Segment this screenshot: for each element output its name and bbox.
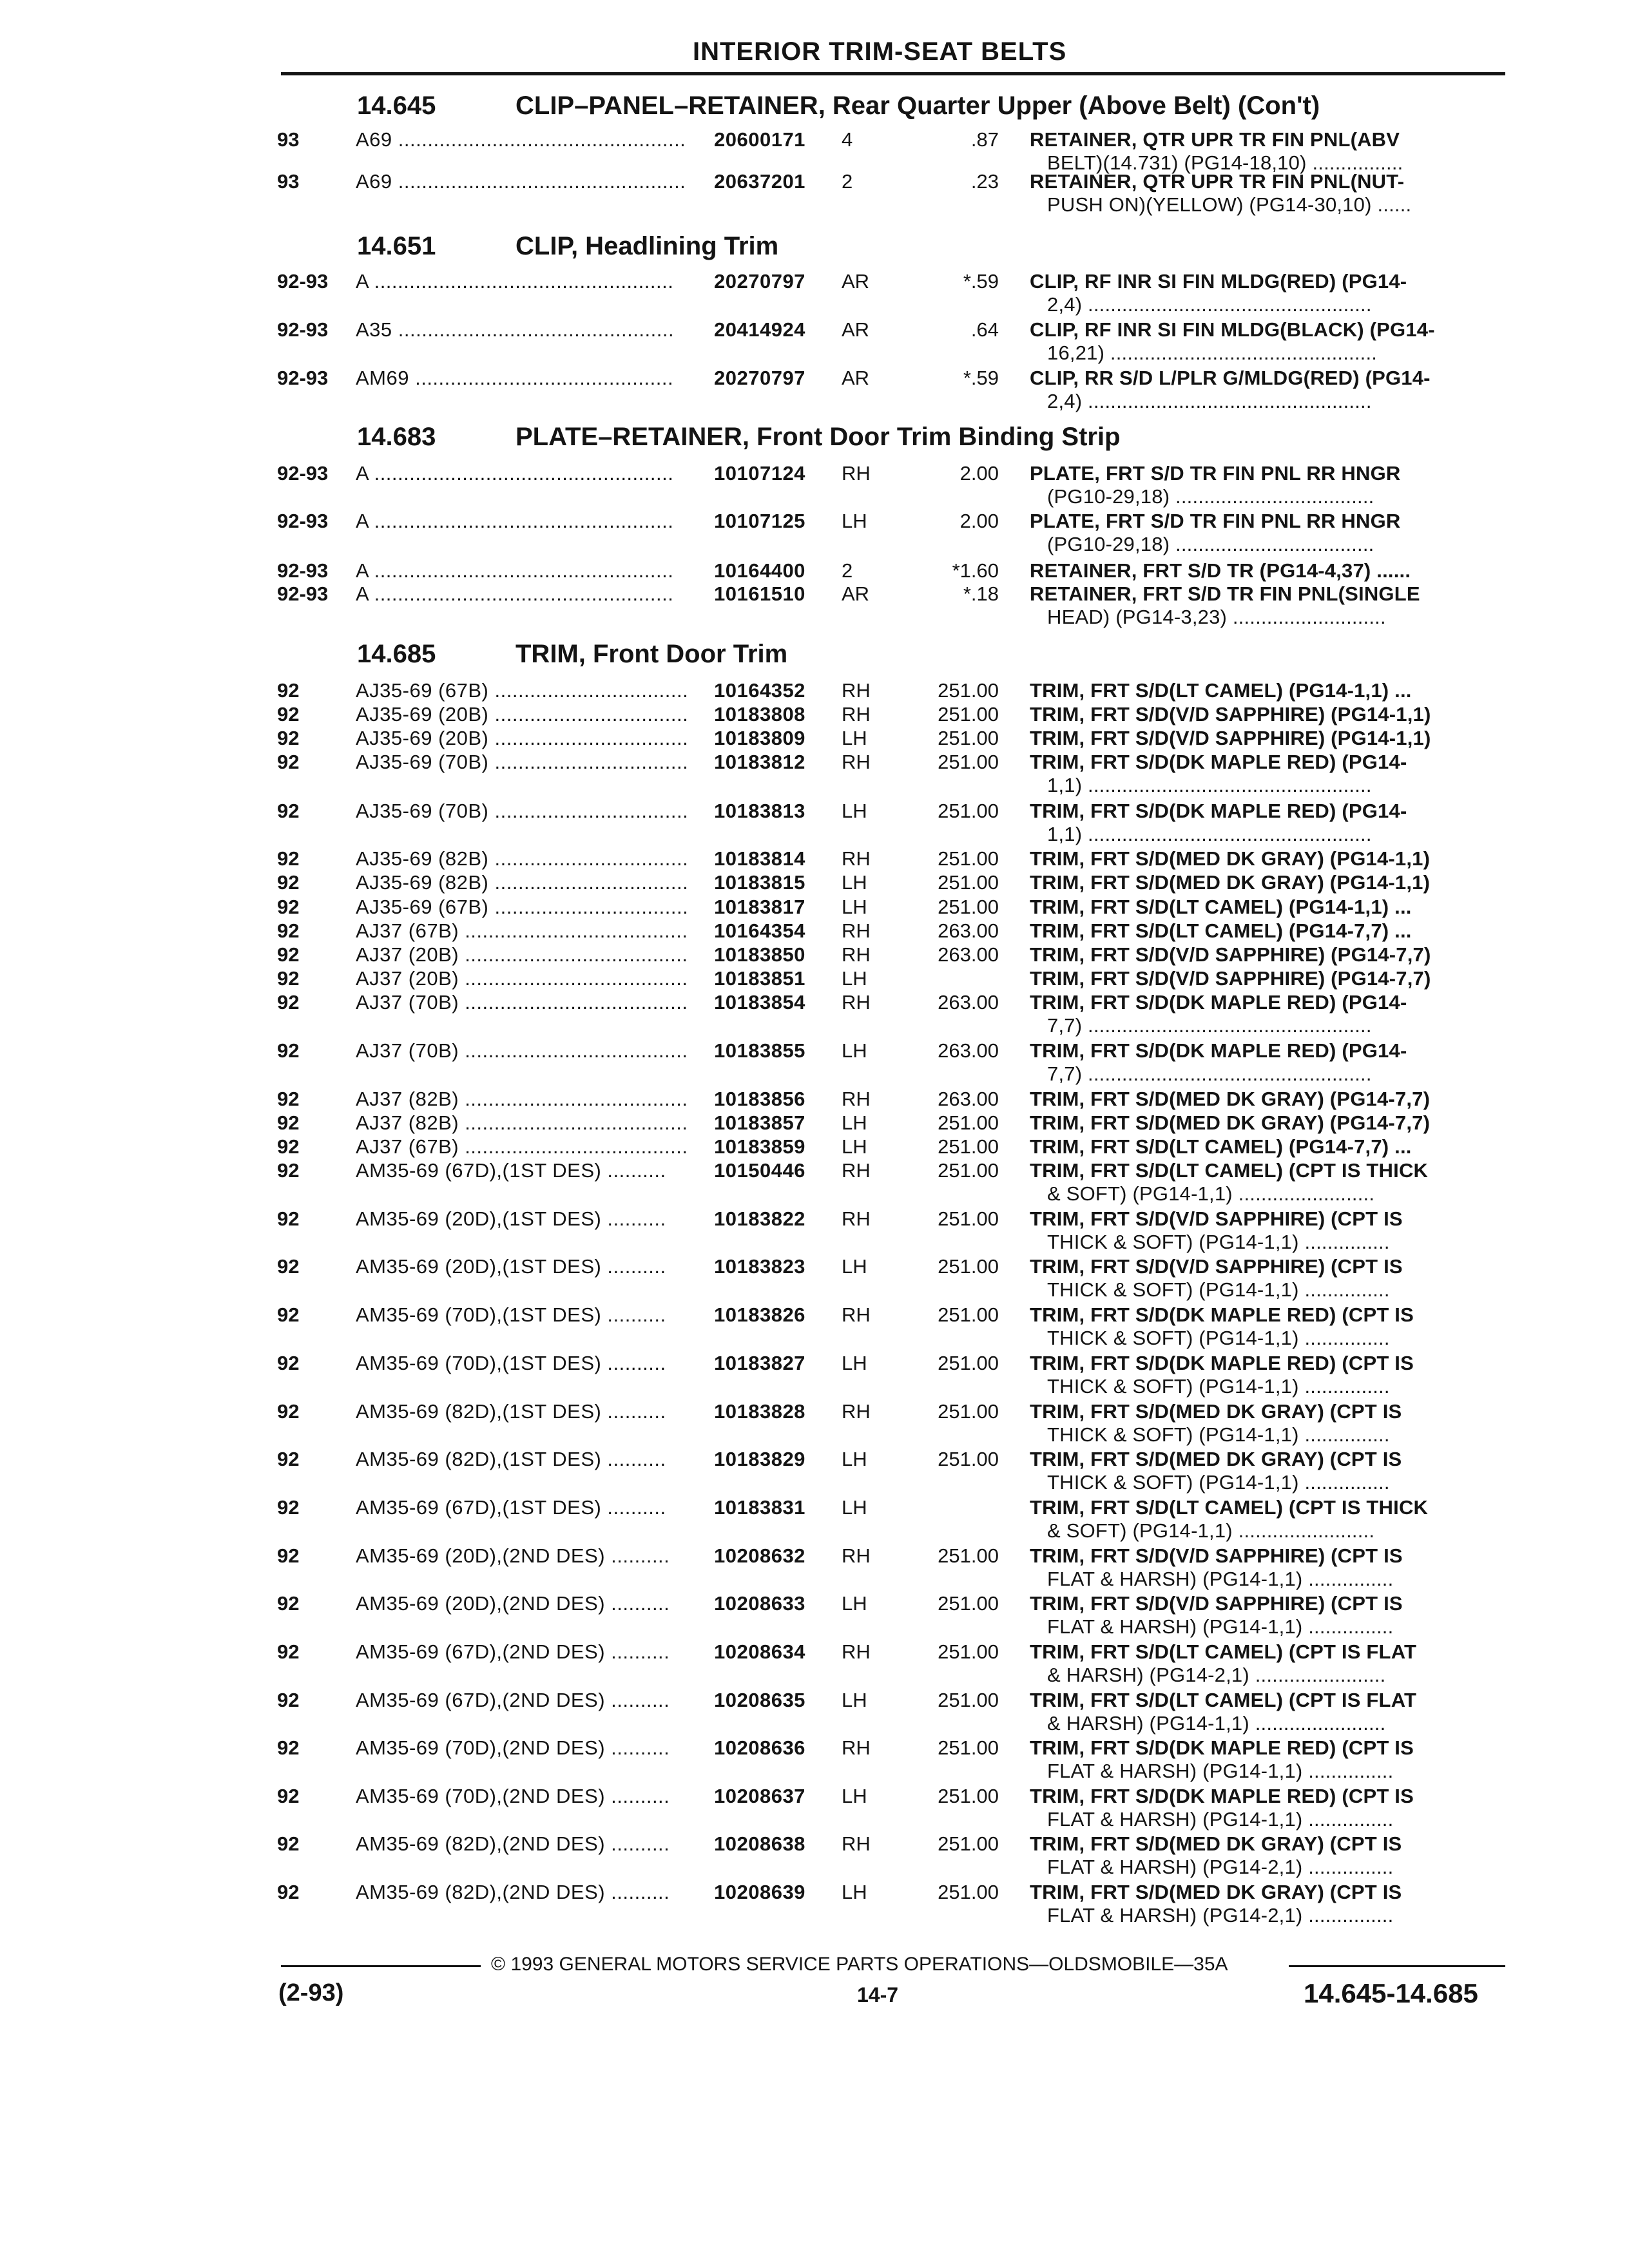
part-number: 10183859 [714, 1135, 805, 1158]
part-description: TRIM, FRT S/D(DK MAPLE RED) (PG14- [1030, 800, 1407, 822]
price: 251.00 [938, 703, 999, 726]
part-description-continued: THICK & SOFT) (PG14-1,1) ............... [1047, 1375, 1390, 1398]
part-number: 10107125 [714, 510, 805, 532]
part-description: TRIM, FRT S/D(MED DK GRAY) (PG14-1,1) [1030, 847, 1431, 870]
model-year: 92 [277, 1832, 300, 1855]
price: *.18 [963, 582, 999, 605]
part-number: 10208639 [714, 1881, 805, 1903]
part-number: 20270797 [714, 270, 805, 293]
quantity: LH [842, 1496, 867, 1519]
price: 251.00 [938, 1111, 999, 1134]
part-description: TRIM, FRT S/D(V/D SAPPHIRE) (PG14-7,7) [1030, 943, 1431, 966]
part-description: TRIM, FRT S/D(V/D SAPPHIRE) (PG14-1,1) [1030, 727, 1431, 749]
part-description: RETAINER, FRT S/D TR FIN PNL(SINGLE [1030, 582, 1420, 605]
part-description-continued: THICK & SOFT) (PG14-1,1) ............... [1047, 1327, 1390, 1349]
part-description-continued: & SOFT) (PG14-1,1) ........................ [1047, 1519, 1375, 1542]
price: 251.00 [938, 1689, 999, 1711]
model-year: 92-93 [277, 270, 329, 293]
price: 251.00 [938, 1640, 999, 1663]
part-description-continued: FLAT & HARSH) (PG14-2,1) ............... [1047, 1904, 1394, 1927]
model-year: 92 [277, 1400, 300, 1423]
model-year: 92 [277, 703, 300, 726]
part-description-continued: & HARSH) (PG14-1,1) ....................... [1047, 1712, 1386, 1735]
model-year: 92 [277, 1640, 300, 1663]
model-year: 92 [277, 1544, 300, 1567]
part-description-continued: THICK & SOFT) (PG14-1,1) ............... [1047, 1423, 1390, 1446]
body-model: AM35-69 (67D),(2ND DES) .......... [356, 1689, 670, 1711]
header-rule [281, 72, 1505, 75]
quantity: LH [842, 1785, 867, 1807]
quantity: RH [842, 1088, 871, 1110]
part-description: TRIM, FRT S/D(DK MAPLE RED) (CPT IS [1030, 1352, 1414, 1374]
quantity: AR [842, 367, 870, 389]
part-number: 10164400 [714, 559, 805, 582]
part-description: TRIM, FRT S/D(V/D SAPPHIRE) (CPT IS [1030, 1592, 1403, 1615]
price: 251.00 [938, 1159, 999, 1182]
body-model: A69 ................................................. [356, 128, 686, 151]
quantity: LH [842, 1689, 867, 1711]
price: 251.00 [938, 1207, 999, 1230]
section-number: 14.683 [357, 423, 436, 451]
quantity: RH [842, 751, 871, 773]
price: 251.00 [938, 1135, 999, 1158]
part-number: 10183854 [714, 991, 805, 1014]
model-year: 92 [277, 1207, 300, 1230]
price: 251.00 [938, 1303, 999, 1326]
part-number: 10208632 [714, 1544, 805, 1567]
price: 251.00 [938, 751, 999, 773]
part-description: RETAINER, FRT S/D TR (PG14-4,37) ...... [1030, 559, 1411, 582]
quantity: AR [842, 318, 870, 341]
price: 251.00 [938, 1736, 999, 1759]
part-description: TRIM, FRT S/D(MED DK GRAY) (CPT IS [1030, 1881, 1402, 1903]
part-description: PLATE, FRT S/D TR FIN PNL RR HNGR [1030, 510, 1401, 532]
part-number: 10183829 [714, 1448, 805, 1470]
body-model: AM35-69 (20D),(1ST DES) .......... [356, 1255, 666, 1278]
part-description: CLIP, RF INR SI FIN MLDG(BLACK) (PG14- [1030, 318, 1435, 341]
model-year: 92-93 [277, 462, 329, 485]
part-description: RETAINER, QTR UPR TR FIN PNL(NUT- [1030, 170, 1405, 193]
body-model: AJ37 (20B) ...................................... [356, 967, 688, 990]
quantity: RH [842, 1640, 871, 1663]
part-description-continued: 7,7) .................................................. [1047, 1014, 1372, 1037]
model-year: 92 [277, 727, 300, 749]
quantity: AR [842, 582, 870, 605]
quantity: LH [842, 1592, 867, 1615]
model-year: 92 [277, 1255, 300, 1278]
part-description: TRIM, FRT S/D(MED DK GRAY) (PG14-7,7) [1030, 1111, 1431, 1134]
body-model: AJ35-69 (82B) ................................. [356, 847, 689, 870]
price: 251.00 [938, 896, 999, 918]
part-description: TRIM, FRT S/D(V/D SAPPHIRE) (PG14-1,1) [1030, 703, 1431, 726]
quantity: RH [842, 462, 871, 485]
model-year: 92 [277, 1135, 300, 1158]
quantity: 4 [842, 128, 853, 151]
price: *.59 [963, 367, 999, 389]
part-number: 10183851 [714, 967, 805, 990]
body-model: AM35-69 (82D),(2ND DES) .......... [356, 1881, 670, 1903]
part-description: TRIM, FRT S/D(V/D SAPPHIRE) (CPT IS [1030, 1544, 1403, 1567]
section-number: 14.685 [357, 640, 436, 668]
body-model: AJ35-69 (70B) ................................. [356, 800, 689, 822]
model-year: 92-93 [277, 367, 329, 389]
part-number: 10183850 [714, 943, 805, 966]
quantity: LH [842, 727, 867, 749]
quantity: LH [842, 1135, 867, 1158]
price: 251.00 [938, 800, 999, 822]
part-number: 10183812 [714, 751, 805, 773]
part-number: 10183822 [714, 1207, 805, 1230]
quantity: RH [842, 679, 871, 702]
model-year: 92 [277, 1352, 300, 1374]
footer-rule-right [1289, 1965, 1505, 1967]
part-description: TRIM, FRT S/D(LT CAMEL) (PG14-7,7) ... [1030, 919, 1412, 942]
price: 251.00 [938, 1448, 999, 1470]
model-year: 92-93 [277, 582, 329, 605]
price: 263.00 [938, 943, 999, 966]
price: 263.00 [938, 919, 999, 942]
part-description: TRIM, FRT S/D(V/D SAPPHIRE) (PG14-7,7) [1030, 967, 1431, 990]
part-description-continued: PUSH ON)(YELLOW) (PG14-30,10) ...... [1047, 193, 1412, 216]
part-description-continued: (PG10-29,18) ................................... [1047, 533, 1374, 555]
model-year: 92 [277, 919, 300, 942]
model-year: 92 [277, 679, 300, 702]
body-model: A35 ............................................... [356, 318, 675, 341]
body-model: AJ37 (70B) ...................................... [356, 991, 688, 1014]
part-description-continued: THICK & SOFT) (PG14-1,1) ............... [1047, 1231, 1390, 1253]
part-description-continued: FLAT & HARSH) (PG14-1,1) ............... [1047, 1808, 1394, 1831]
body-model: AM35-69 (70D),(2ND DES) .......... [356, 1785, 670, 1807]
body-model: AM35-69 (20D),(2ND DES) .......... [356, 1592, 670, 1615]
footer-copyright: © 1993 GENERAL MOTORS SERVICE PARTS OPERATIONS—OLDSMOBILE—35A [491, 1954, 1228, 1975]
model-year: 92 [277, 1689, 300, 1711]
quantity: RH [842, 1207, 871, 1230]
model-year: 92 [277, 1448, 300, 1470]
body-model: AJ35-69 (82B) ................................. [356, 871, 689, 894]
body-model: AM35-69 (67D),(1ST DES) .......... [356, 1496, 666, 1519]
quantity: RH [842, 1303, 871, 1326]
part-number: 10183815 [714, 871, 805, 894]
part-description-continued: FLAT & HARSH) (PG14-1,1) ............... [1047, 1760, 1394, 1782]
body-model: AJ35-69 (20B) ................................. [356, 727, 689, 749]
price: 263.00 [938, 991, 999, 1014]
model-year: 92 [277, 1111, 300, 1134]
model-year: 92 [277, 967, 300, 990]
model-year: 92-93 [277, 559, 329, 582]
part-description: TRIM, FRT S/D(DK MAPLE RED) (CPT IS [1030, 1736, 1414, 1759]
model-year: 92 [277, 751, 300, 773]
quantity: RH [842, 1736, 871, 1759]
price: .23 [970, 170, 999, 193]
part-description-continued: 1,1) .................................................. [1047, 774, 1372, 796]
model-year: 92-93 [277, 510, 329, 532]
part-description: TRIM, FRT S/D(DK MAPLE RED) (PG14- [1030, 1039, 1407, 1062]
part-number: 10208638 [714, 1832, 805, 1855]
section-range: 14.645-14.685 [1304, 1978, 1478, 2008]
quantity: RH [842, 1544, 871, 1567]
part-number: 10183855 [714, 1039, 805, 1062]
quantity: RH [842, 1400, 871, 1423]
part-description: TRIM, FRT S/D(MED DK GRAY) (CPT IS [1030, 1832, 1402, 1855]
part-description: TRIM, FRT S/D(LT CAMEL) (CPT IS THICK [1030, 1496, 1429, 1519]
part-number: 10183826 [714, 1303, 805, 1326]
model-year: 93 [277, 170, 300, 193]
body-model: AM35-69 (67D),(1ST DES) .......... [356, 1159, 666, 1182]
quantity: RH [842, 847, 871, 870]
part-description-continued: FLAT & HARSH) (PG14-1,1) ............... [1047, 1615, 1394, 1638]
quantity: LH [842, 1039, 867, 1062]
section-title: CLIP, Headlining Trim [516, 232, 779, 260]
part-description: TRIM, FRT S/D(DK MAPLE RED) (CPT IS [1030, 1785, 1414, 1807]
price: 2.00 [959, 510, 999, 532]
quantity: LH [842, 510, 867, 532]
part-description: TRIM, FRT S/D(LT CAMEL) (PG14-1,1) ... [1030, 679, 1412, 702]
model-year: 92 [277, 1881, 300, 1903]
price: 263.00 [938, 1039, 999, 1062]
body-model: AM35-69 (67D),(2ND DES) .......... [356, 1640, 670, 1663]
price: 251.00 [938, 1785, 999, 1807]
quantity: AR [842, 270, 870, 293]
section-title: CLIP–PANEL–RETAINER, Rear Quarter Upper (Above Belt) (Con't) [516, 91, 1320, 120]
model-year: 92 [277, 896, 300, 918]
page-number: 14-7 [857, 1983, 899, 2006]
price: .64 [970, 318, 999, 341]
quantity: LH [842, 896, 867, 918]
body-model: AM35-69 (70D),(2ND DES) .......... [356, 1736, 670, 1759]
part-number: 10208635 [714, 1689, 805, 1711]
part-number: 10208633 [714, 1592, 805, 1615]
body-model: AM35-69 (82D),(1ST DES) .......... [356, 1400, 666, 1423]
body-model: AM35-69 (20D),(1ST DES) .......... [356, 1207, 666, 1230]
section-number: 14.651 [357, 232, 436, 260]
body-model: A ................................................... [356, 462, 674, 485]
model-year: 92 [277, 1088, 300, 1110]
part-description-continued: & SOFT) (PG14-1,1) ........................ [1047, 1182, 1375, 1205]
part-number: 10164354 [714, 919, 805, 942]
quantity: LH [842, 1448, 867, 1470]
body-model: AM35-69 (70D),(1ST DES) .......... [356, 1352, 666, 1374]
part-number: 20600171 [714, 128, 805, 151]
body-model: AM35-69 (82D),(1ST DES) .......... [356, 1448, 666, 1470]
body-model: AM35-69 (20D),(2ND DES) .......... [356, 1544, 670, 1567]
part-number: 10183817 [714, 896, 805, 918]
quantity: RH [842, 703, 871, 726]
quantity: LH [842, 871, 867, 894]
model-year: 92 [277, 800, 300, 822]
part-description: TRIM, FRT S/D(LT CAMEL) (CPT IS FLAT [1030, 1689, 1417, 1711]
part-description: TRIM, FRT S/D(LT CAMEL) (CPT IS THICK [1030, 1159, 1429, 1182]
part-number: 10183814 [714, 847, 805, 870]
body-model: A ................................................... [356, 270, 674, 293]
part-description: CLIP, RF INR SI FIN MLDG(RED) (PG14- [1030, 270, 1407, 293]
body-model: AM35-69 (70D),(1ST DES) .......... [356, 1303, 666, 1326]
quantity: RH [842, 919, 871, 942]
part-description: RETAINER, QTR UPR TR FIN PNL(ABV [1030, 128, 1400, 151]
part-description: TRIM, FRT S/D(MED DK GRAY) (PG14-1,1) [1030, 871, 1431, 894]
price: *.59 [963, 270, 999, 293]
part-number: 10183857 [714, 1111, 805, 1134]
part-description: CLIP, RR S/D L/PLR G/MLDG(RED) (PG14- [1030, 367, 1431, 389]
part-description-continued: 2,4) .................................................. [1047, 390, 1372, 412]
price: 263.00 [938, 1088, 999, 1110]
part-number: 10183808 [714, 703, 805, 726]
price: 251.00 [938, 1400, 999, 1423]
part-number: 10208637 [714, 1785, 805, 1807]
part-number: 20414924 [714, 318, 805, 341]
part-number: 10183827 [714, 1352, 805, 1374]
model-year: 92 [277, 1159, 300, 1182]
body-model: AJ37 (82B) ...................................... [356, 1088, 688, 1110]
part-description: TRIM, FRT S/D(V/D SAPPHIRE) (CPT IS [1030, 1255, 1403, 1278]
body-model: A ................................................... [356, 510, 674, 532]
model-year: 92 [277, 991, 300, 1014]
price: *1.60 [952, 559, 999, 582]
price: 251.00 [938, 1255, 999, 1278]
body-model: AJ37 (82B) ...................................... [356, 1111, 688, 1134]
price: 251.00 [938, 727, 999, 749]
price: 251.00 [938, 679, 999, 702]
part-description: TRIM, FRT S/D(DK MAPLE RED) (CPT IS [1030, 1303, 1414, 1326]
body-model: AJ37 (70B) ...................................... [356, 1039, 688, 1062]
part-description: TRIM, FRT S/D(DK MAPLE RED) (PG14- [1030, 991, 1407, 1014]
body-model: AM69 ............................................ [356, 367, 674, 389]
part-number: 10164352 [714, 679, 805, 702]
body-model: A ................................................... [356, 582, 674, 605]
part-number: 10208636 [714, 1736, 805, 1759]
part-description: TRIM, FRT S/D(MED DK GRAY) (PG14-7,7) [1030, 1088, 1431, 1110]
part-number: 10183823 [714, 1255, 805, 1278]
model-year: 92 [277, 1736, 300, 1759]
model-year: 93 [277, 128, 300, 151]
footer-date: (2-93) [278, 1979, 344, 2006]
price: 251.00 [938, 1832, 999, 1855]
part-number: 10183809 [714, 727, 805, 749]
model-year: 92-93 [277, 318, 329, 341]
body-model: A ................................................... [356, 559, 674, 582]
part-description: PLATE, FRT S/D TR FIN PNL RR HNGR [1030, 462, 1401, 485]
model-year: 92 [277, 1496, 300, 1519]
part-number: 10150446 [714, 1159, 805, 1182]
part-description-continued: 2,4) .................................................. [1047, 293, 1372, 316]
quantity: LH [842, 1255, 867, 1278]
quantity: 2 [842, 559, 853, 582]
body-model: A69 ................................................. [356, 170, 686, 193]
body-model: AM35-69 (82D),(2ND DES) .......... [356, 1832, 670, 1855]
part-number: 10183831 [714, 1496, 805, 1519]
part-number: 10107124 [714, 462, 805, 485]
part-number: 20637201 [714, 170, 805, 193]
model-year: 92 [277, 847, 300, 870]
body-model: AJ35-69 (67B) ................................. [356, 679, 689, 702]
part-description-continued: THICK & SOFT) (PG14-1,1) ............... [1047, 1278, 1390, 1301]
price: 251.00 [938, 1881, 999, 1903]
part-number: 10161510 [714, 582, 805, 605]
section-title: TRIM, Front Door Trim [516, 640, 788, 668]
price: 251.00 [938, 1352, 999, 1374]
part-description-continued: THICK & SOFT) (PG14-1,1) ............... [1047, 1471, 1390, 1494]
part-description: TRIM, FRT S/D(MED DK GRAY) (CPT IS [1030, 1448, 1402, 1470]
price: 251.00 [938, 847, 999, 870]
quantity: LH [842, 1111, 867, 1134]
quantity: RH [842, 1159, 871, 1182]
section-number: 14.645 [357, 91, 436, 120]
price: 251.00 [938, 1544, 999, 1567]
part-description-continued: FLAT & HARSH) (PG14-1,1) ............... [1047, 1568, 1394, 1590]
quantity: LH [842, 800, 867, 822]
part-description-continued: & HARSH) (PG14-2,1) ....................... [1047, 1664, 1386, 1686]
quantity: LH [842, 1352, 867, 1374]
part-description-continued: HEAD) (PG14-3,23) ........................... [1047, 606, 1386, 628]
part-number: 10183813 [714, 800, 805, 822]
model-year: 92 [277, 943, 300, 966]
price: 2.00 [959, 462, 999, 485]
quantity: LH [842, 967, 867, 990]
quantity: LH [842, 1881, 867, 1903]
price: .87 [970, 128, 999, 151]
model-year: 92 [277, 1785, 300, 1807]
model-year: 92 [277, 1592, 300, 1615]
part-number: 20270797 [714, 367, 805, 389]
part-description-continued: BELT)(14.731) (PG14-18,10) ................ [1047, 151, 1403, 174]
part-description-continued: 7,7) .................................................. [1047, 1062, 1372, 1085]
quantity: RH [842, 943, 871, 966]
body-model: AJ35-69 (70B) ................................. [356, 751, 689, 773]
footer-rule-left [281, 1965, 481, 1967]
part-description: TRIM, FRT S/D(DK MAPLE RED) (PG14- [1030, 751, 1407, 773]
part-number: 10208634 [714, 1640, 805, 1663]
page-title: INTERIOR TRIM-SEAT BELTS [693, 37, 1067, 66]
body-model: AJ37 (20B) ...................................... [356, 943, 688, 966]
body-model: AJ37 (67B) ...................................... [356, 1135, 688, 1158]
part-description-continued: 1,1) .................................................. [1047, 823, 1372, 845]
model-year: 92 [277, 1039, 300, 1062]
part-number: 10183856 [714, 1088, 805, 1110]
model-year: 92 [277, 1303, 300, 1326]
part-description-continued: (PG10-29,18) ................................... [1047, 485, 1374, 508]
price: 251.00 [938, 1592, 999, 1615]
body-model: AJ35-69 (67B) ................................. [356, 896, 689, 918]
model-year: 92 [277, 871, 300, 894]
part-description: TRIM, FRT S/D(LT CAMEL) (CPT IS FLAT [1030, 1640, 1417, 1663]
section-title: PLATE–RETAINER, Front Door Trim Binding Strip [516, 423, 1121, 451]
body-model: AJ37 (67B) ...................................... [356, 919, 688, 942]
part-description: TRIM, FRT S/D(MED DK GRAY) (CPT IS [1030, 1400, 1402, 1423]
body-model: AJ35-69 (20B) ................................. [356, 703, 689, 726]
price: 251.00 [938, 871, 999, 894]
part-description: TRIM, FRT S/D(V/D SAPPHIRE) (CPT IS [1030, 1207, 1403, 1230]
part-description-continued: FLAT & HARSH) (PG14-2,1) ............... [1047, 1856, 1394, 1878]
part-number: 10183828 [714, 1400, 805, 1423]
part-description-continued: 16,21) ............................................... [1047, 341, 1378, 364]
part-description: TRIM, FRT S/D(LT CAMEL) (PG14-1,1) ... [1030, 896, 1412, 918]
quantity: RH [842, 1832, 871, 1855]
quantity: RH [842, 991, 871, 1014]
quantity: 2 [842, 170, 853, 193]
part-description: TRIM, FRT S/D(LT CAMEL) (PG14-7,7) ... [1030, 1135, 1412, 1158]
